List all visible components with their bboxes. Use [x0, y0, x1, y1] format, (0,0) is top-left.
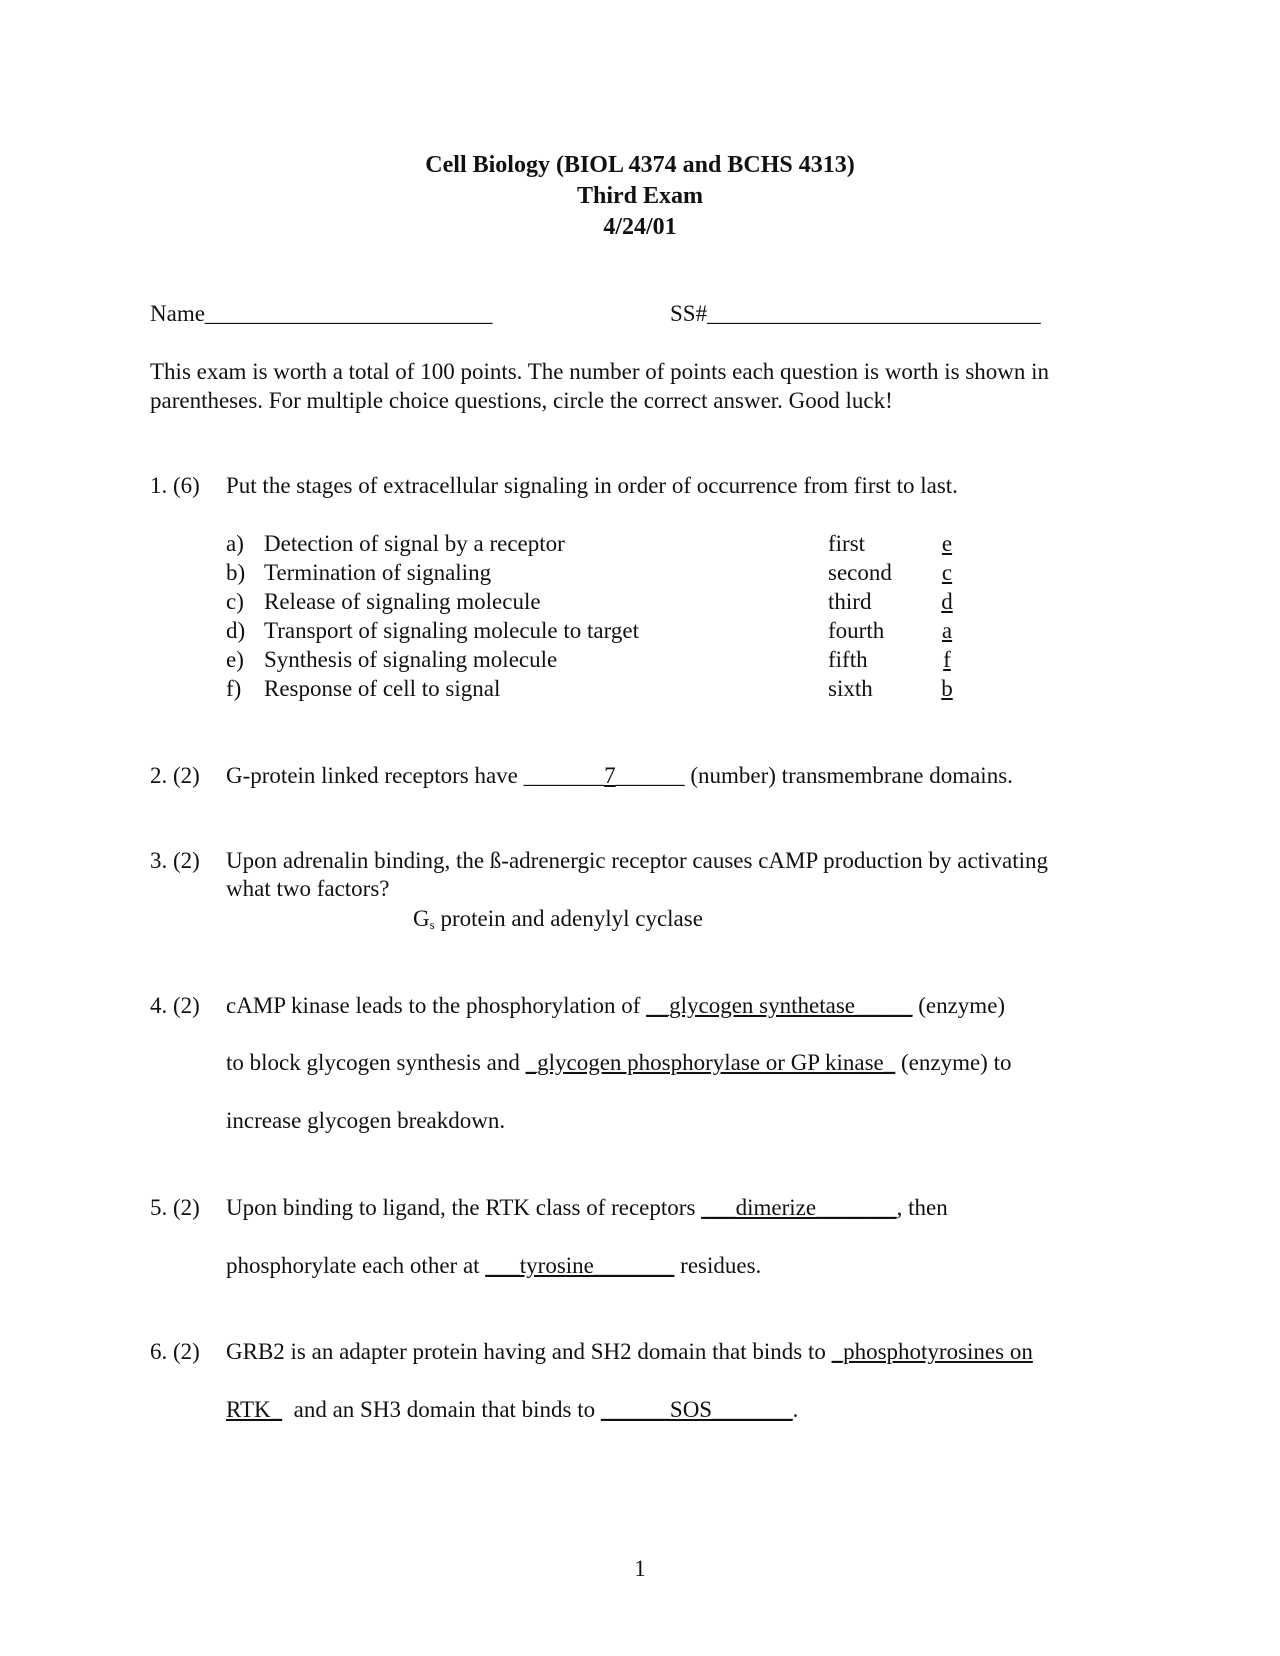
q1-order-row: [828, 646, 990, 675]
q3-line1: Upon adrenalin binding, the ß-adrenergic receptor causes cAMP production by activating: [226, 848, 1048, 873]
q1-order-answer[interactable]: f: [943, 647, 951, 672]
q4-l2-answer[interactable]: _glycogen phosphorylase or GP kinase_: [525, 1050, 896, 1075]
q1-order-label: third: [828, 589, 872, 614]
q1-item: [226, 559, 491, 588]
q5-number: 5. (2): [150, 1195, 200, 1220]
q4-line2: [226, 1049, 1011, 1078]
q6-l2-answer[interactable]: RTK_: [226, 1397, 283, 1422]
q4-l2-before: to block glycogen synthesis and: [226, 1050, 526, 1075]
q1-order-row: [828, 675, 990, 704]
q4-l1-before: cAMP kinase leads to the phosphorylation of: [226, 993, 647, 1018]
q6-l1-answer[interactable]: _phosphotyrosines on: [831, 1339, 1033, 1364]
exam-title-block: [0, 150, 1280, 243]
q4-line3: increase glycogen breakdown.: [226, 1108, 506, 1133]
q1-item-text: Response of cell to signal: [264, 676, 501, 701]
q1-order-label: fifth: [828, 647, 868, 672]
q1-order-row: [828, 530, 990, 559]
q5-l2-after: residues.: [674, 1253, 762, 1278]
q1-order-label: first: [828, 531, 866, 556]
q1-item-letter: b): [226, 560, 246, 585]
ss-label: SS#: [670, 301, 708, 326]
q6-l2-answer2[interactable]: ______SOS_______: [600, 1397, 793, 1422]
q1-item: [226, 646, 557, 675]
q4-number: 4. (2): [150, 993, 200, 1018]
q3-answer-sub: s: [429, 917, 435, 932]
q4-line1: [226, 992, 1005, 1021]
q1-order-answer[interactable]: c: [941, 560, 953, 585]
q1-order-row: [828, 588, 990, 617]
name-blank[interactable]: _________________________: [204, 301, 493, 326]
q2-text: [226, 762, 1013, 791]
q1-order-answer[interactable]: a: [941, 618, 953, 643]
q3-number: 3. (2): [150, 848, 200, 873]
q1-order-row: [828, 559, 990, 588]
q5-l2-answer[interactable]: ___tyrosine_______: [485, 1253, 675, 1278]
q1-item-letter: a): [226, 531, 244, 556]
instructions: This exam is worth a total of 100 points. The number of points each question is worth is shown in parentheses. For multiple choice questions, circle the correct answer. Good luck!: [150, 359, 1050, 413]
q1-item-text: Synthesis of signaling molecule: [264, 647, 558, 672]
q3-answer-main: G: [413, 906, 430, 931]
q1-order-label: second: [828, 560, 892, 585]
q2-number: 2. (2): [150, 763, 200, 788]
q2-answer[interactable]: 7: [604, 763, 616, 788]
q6-l2-after: .: [792, 1397, 799, 1422]
q1-order-answer[interactable]: e: [941, 531, 953, 556]
q4-l2-after: (enzyme) to: [895, 1050, 1012, 1075]
q1-item-text: Release of signaling molecule: [264, 589, 541, 614]
q6-line1: [226, 1338, 1033, 1367]
q5-l1-answer[interactable]: ___dimerize_______: [701, 1195, 897, 1220]
q1-item: [226, 588, 541, 617]
q1-item-letter: c): [226, 589, 244, 614]
q1-order-answer[interactable]: d: [941, 589, 953, 614]
exam-title: Third Exam: [576, 183, 704, 209]
q2-blank-left: _______: [523, 763, 605, 788]
q1-number: 1. (6): [150, 473, 200, 498]
q1-order-label: fourth: [828, 618, 885, 643]
q3-answer-rest: protein and adenylyl cyclase: [434, 906, 703, 931]
q1-item-letter: d): [226, 618, 246, 643]
q4-l1-after: (enzyme): [912, 993, 1006, 1018]
q6-line2: [226, 1396, 798, 1425]
q2-before: G-protein linked receptors have: [226, 763, 524, 788]
ss-blank[interactable]: _____________________________: [707, 301, 1041, 326]
q1-item-letter: f): [226, 676, 242, 701]
q1-item-letter: e): [226, 647, 244, 672]
q1-item-text: Transport of signaling molecule to target: [264, 618, 639, 643]
q1-item-text: Detection of signal by a receptor: [264, 531, 565, 556]
q3-line2: what two factors?: [226, 876, 390, 901]
q6-number: 6. (2): [150, 1339, 200, 1364]
page-number: 1: [634, 1556, 646, 1581]
q5-l2-before: phosphorylate each other at: [226, 1253, 486, 1278]
q1-item: [226, 530, 565, 559]
q5-l1-after: , then: [896, 1195, 948, 1220]
name-label: Name: [150, 301, 205, 326]
exam-date: 4/24/01: [603, 214, 677, 240]
name-field[interactable]: [150, 300, 492, 329]
q1-item-text: Termination of signaling: [264, 560, 492, 585]
q1-item: [226, 675, 500, 704]
q2-after: (number) transmembrane domains.: [684, 763, 1013, 788]
course-title: Cell Biology (BIOL 4374 and BCHS 4313): [425, 152, 855, 178]
q3-answer[interactable]: [413, 905, 703, 934]
q1-text: Put the stages of extracellular signaling in order of occurrence from first to last.: [226, 473, 958, 498]
q4-l1-answer[interactable]: __glycogen synthetase_____: [646, 993, 913, 1018]
q5-line2: [226, 1252, 761, 1281]
q5-l1-before: Upon binding to ligand, the RTK class of receptors: [226, 1195, 702, 1220]
ss-field[interactable]: [670, 300, 1041, 329]
q2-blank-right: ______: [615, 763, 685, 788]
q1-order-row: [828, 617, 990, 646]
q1-order-answer[interactable]: b: [941, 676, 953, 701]
q6-l2-middle: and an SH3 domain that binds to: [282, 1397, 601, 1422]
q1-order-label: sixth: [828, 676, 873, 701]
q5-line1: [226, 1194, 948, 1223]
q1-item: [226, 617, 639, 646]
q6-l1-before: GRB2 is an adapter protein having and SH2 domain that binds to: [226, 1339, 832, 1364]
